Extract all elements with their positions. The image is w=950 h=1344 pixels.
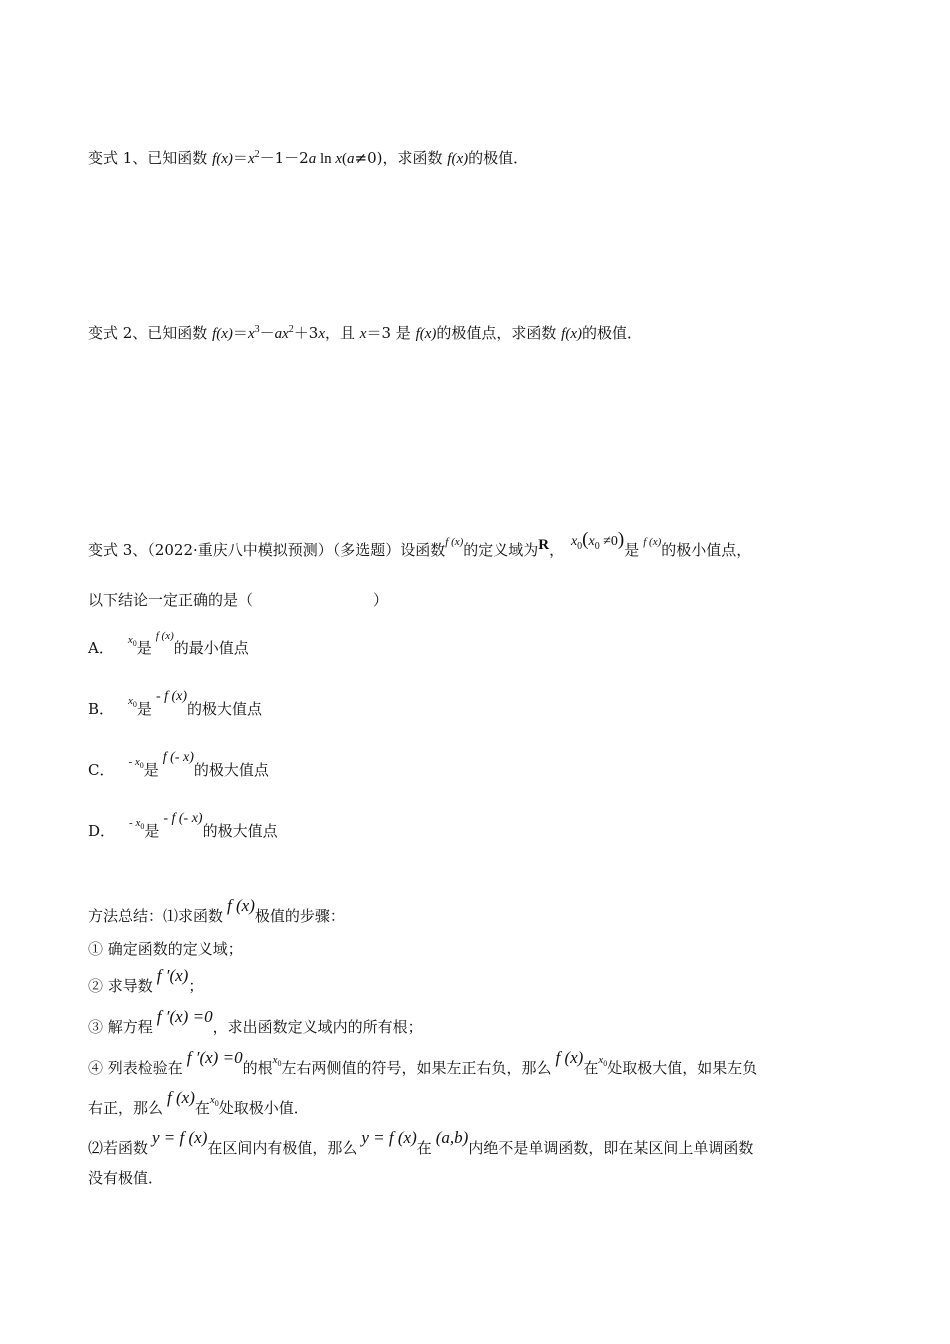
option-d-sym-text: - x (129, 817, 141, 829)
option-a-letter: A． (88, 639, 114, 657)
summary-step-4-line2 (88, 1088, 309, 1120)
summary-step-4-d: 在 (583, 1059, 599, 1077)
variant-1-fx: f(x) (212, 151, 233, 167)
variant-2-fx2: f(x) (415, 326, 437, 342)
summary-p2-b: 在区间内有极值，那么 (207, 1139, 358, 1157)
variant-2-mid: ，且 (325, 324, 360, 342)
summary-step-4-x0c-text: x (209, 1094, 215, 1106)
variant-2-eq: ＝ (232, 324, 248, 342)
variant-3-domain-text: 的定义域为 (463, 541, 539, 559)
summary-p2-ab: (a,b) (435, 1128, 469, 1147)
summary-step-4-line2-a: 右正，那么 (88, 1099, 164, 1117)
option-d (88, 811, 278, 843)
variant-1-line (88, 148, 528, 169)
summary-step-4-fx3: f (x) (167, 1088, 195, 1107)
variant-1-ln: ln (316, 151, 336, 167)
summary-step-4-x0b-text: x (598, 1054, 604, 1066)
variant-1-label: 变式 1、已知函数 (88, 149, 213, 167)
variant-2-x: x (247, 326, 255, 342)
summary-step-2-fx: f ′(x) (156, 966, 189, 985)
option-b-sym (128, 691, 137, 711)
option-d-sym-sub: 0 (140, 822, 145, 832)
variant-3-is: 是 (624, 541, 640, 559)
variant-2-cube: 3 (254, 324, 260, 335)
variant-2-fx3: f(x) (561, 326, 582, 342)
variant-1-cond: ≠0)，求函数 (354, 149, 448, 167)
variant-1-eq: ＝ (232, 149, 248, 167)
variant-2-fx: f(x) (212, 326, 233, 342)
variant-1-x2: x (335, 151, 343, 167)
variant-2-sq: 2 (288, 324, 294, 335)
summary-step-4-e: 处取极大值，如果左负 (607, 1059, 758, 1077)
variant-3-paren-close: ) (617, 529, 625, 550)
summary-step-4-fx: f ′(x) =0 (186, 1048, 243, 1067)
summary-step-4-x0 (273, 1050, 282, 1070)
summary-step-4-label: ④ 列表检验在 (88, 1059, 183, 1077)
variant-3-comma: ， (549, 541, 565, 559)
summary-step-2-tail: ； (188, 977, 204, 995)
option-d-letter: D． (88, 822, 116, 840)
summary-step-4-x0-text: x (272, 1054, 278, 1066)
option-a-tail: 的最小值点 (173, 639, 249, 657)
summary-step-3 (88, 1007, 423, 1037)
summary-step-2-label: ② 求导数 (88, 977, 153, 995)
summary-fx: f (x) (227, 896, 255, 915)
summary-p2-c: 在 (416, 1139, 432, 1157)
option-b-func: - f (x) (155, 689, 188, 704)
summary-step-4-x0b (598, 1050, 607, 1070)
option-b-is: 是 (136, 700, 152, 718)
option-d-is: 是 (144, 822, 160, 840)
option-c-func: f (- x) (162, 750, 194, 765)
variant-3-x0-group (571, 530, 624, 552)
summary-step-4-x0-sub: 0 (277, 1059, 282, 1069)
variant-1-open: ( (342, 151, 348, 167)
option-b-sym-text: x (128, 695, 133, 707)
summary-title-tail: 极值的步骤： (254, 907, 345, 925)
summary-step-4-line2-c: 处取极小值． (218, 1099, 309, 1117)
summary-p2-y2: y = f (x) (361, 1128, 417, 1147)
summary-step-1: ① 确定函数的定义域； (88, 940, 243, 958)
variant-2-plus: ＋3 (293, 324, 319, 342)
summary-step-3-fx: f ′(x) =0 (156, 1007, 213, 1026)
summary-step-4 (88, 1048, 758, 1080)
variant-3-line2: 以下结论一定正确的是（ ） (88, 591, 389, 609)
summary-p2 (88, 1128, 754, 1158)
variant-3-x0cond-sub: 0 (594, 540, 600, 552)
option-d-func: - f (- x) (163, 811, 203, 826)
option-a-sym-text: x (127, 634, 133, 646)
option-a-sym-sub: 0 (132, 639, 137, 649)
summary-p2-d: 内绝不是单调函数，即在某区间上单调函数 (468, 1139, 754, 1157)
option-b-sym-sub: 0 (132, 700, 137, 710)
variant-1-tail: 的极值． (468, 149, 529, 167)
summary-step-4-x0c (210, 1090, 219, 1110)
variant-3-R: R (538, 537, 550, 553)
variant-3-label: 变式 3、（2022·重庆八中模拟预测）（多选题）设函数 (88, 541, 446, 559)
option-b (88, 689, 263, 721)
summary-p2-y: y = f (x) (152, 1128, 208, 1147)
variant-2-minus: － (259, 324, 275, 342)
option-a-sym (128, 630, 137, 650)
variant-3-line (88, 529, 752, 562)
option-c (88, 750, 269, 782)
variant-1-x: x (247, 151, 255, 167)
option-d-tail: 的极大值点 (202, 822, 278, 840)
variant-1-a2: a (347, 151, 355, 167)
summary-step-3-tail: ，求出函数定义域内的所有根； (212, 1018, 423, 1036)
summary-step-4-line2-b: 在 (194, 1099, 210, 1117)
summary-step-4-fx2: f (x) (555, 1048, 584, 1067)
variant-3-tail: 的极小值点， (661, 541, 752, 559)
variant-3-x0: x (570, 534, 578, 549)
variant-1-a: a (308, 151, 317, 167)
summary-step-2 (88, 966, 204, 996)
option-d-sym (129, 813, 144, 833)
option-a (88, 630, 249, 660)
variant-3-fx: f (x) (445, 536, 464, 548)
option-c-letter: C． (88, 761, 115, 779)
summary-step-4-x0b-sub: 0 (603, 1059, 608, 1069)
summary-step-3-label: ③ 解方程 (88, 1018, 153, 1036)
variant-2-x3: x (359, 326, 367, 342)
variant-3-fx2: f (x) (643, 536, 662, 548)
variant-3-x0-sub: 0 (577, 540, 583, 552)
option-b-tail: 的极大值点 (187, 700, 263, 718)
option-c-sym-sub: 0 (139, 761, 144, 771)
summary-step-4-root: 的根 (242, 1059, 273, 1077)
summary-step-4-x0c-sub: 0 (214, 1099, 219, 1109)
summary-title-line (88, 896, 345, 926)
variant-2-tail: 的极值． (582, 324, 643, 342)
option-a-func: f (x) (155, 630, 174, 642)
option-a-is: 是 (136, 639, 152, 657)
option-b-letter: B． (88, 700, 115, 718)
option-c-is: 是 (143, 761, 159, 779)
variant-1-fx2: f(x) (447, 151, 469, 167)
option-c-sym (128, 752, 143, 772)
summary-p2-a: ⑵若函数 (88, 1139, 149, 1157)
option-c-sym-text: - x (128, 756, 140, 768)
variant-2-is3: ＝3 是 (366, 324, 416, 342)
variant-2-mid2: 的极值点，求函数 (436, 324, 562, 342)
variant-3-paren-open: ( (582, 529, 589, 550)
variant-2-label: 变式 2、已知函数 (88, 324, 213, 342)
variant-2-x2: x (318, 326, 326, 342)
variant-3-x0cond-b: ≠0 (599, 534, 618, 549)
variant-1-sq: 2 (254, 149, 260, 160)
variant-2-line (88, 323, 642, 344)
summary-title: 方法总结：⑴求函数 (88, 907, 224, 925)
variant-2-ax: ax (274, 326, 289, 342)
variant-1-rest: －1－2 (259, 149, 309, 167)
variant-3-x0cond-a: x (588, 534, 595, 549)
summary-p2-line2: 没有极值． (88, 1169, 164, 1187)
summary-step-4-c: 左右两侧值的符号，如果左正右负，那么 (281, 1059, 552, 1077)
option-c-tail: 的极大值点 (193, 761, 269, 779)
